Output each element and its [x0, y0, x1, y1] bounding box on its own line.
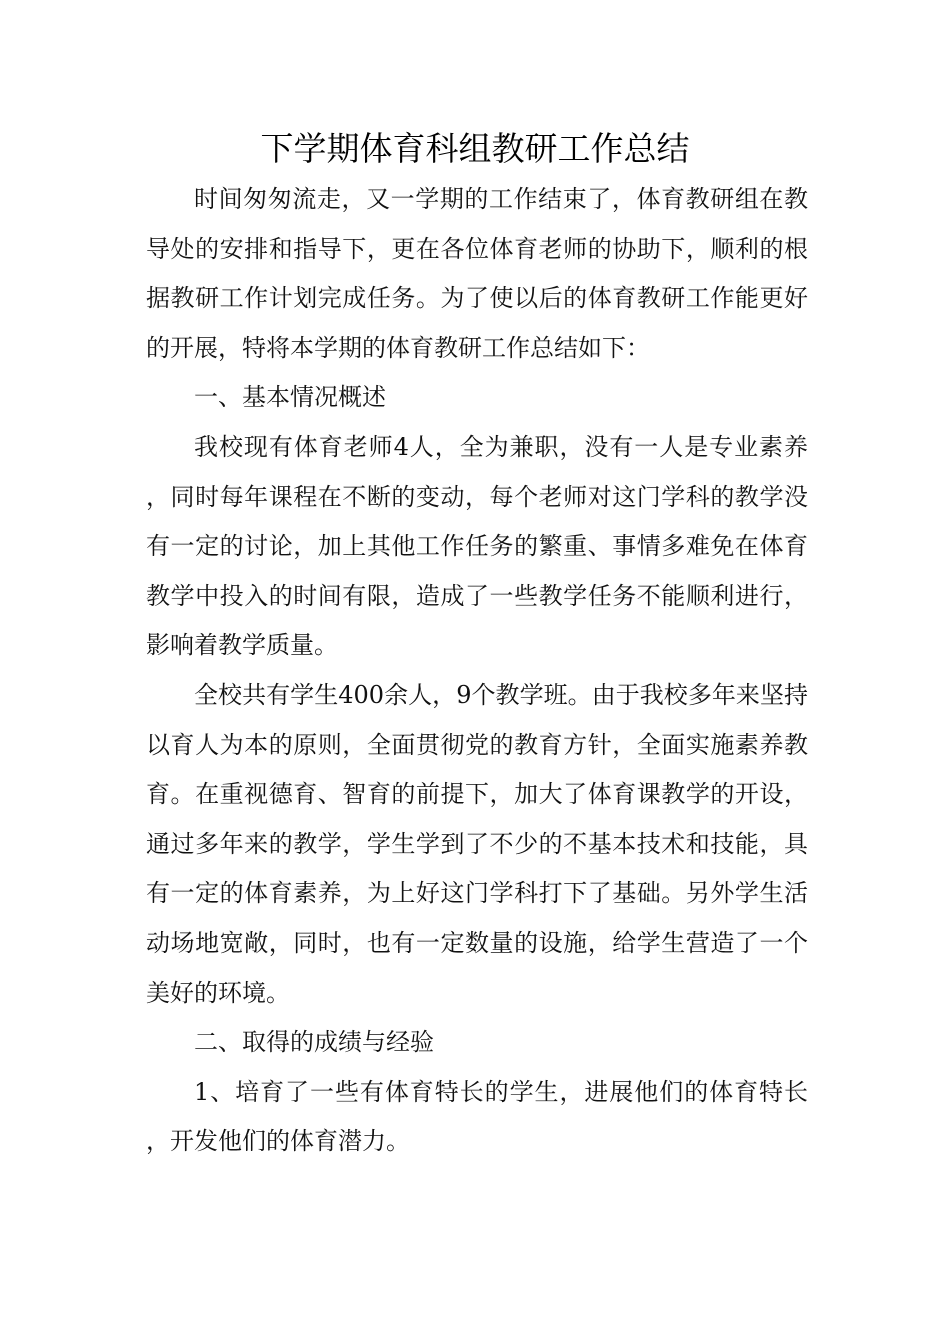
section-heading-basic-situation: 一、基本情况概述	[194, 383, 386, 412]
achievement-item-1: 1、培育了一些有体育特长的学生，进展他们的体育特长，开发他们的体育潜力。	[146, 1077, 808, 1156]
document-title: 下学期体育科组教研工作总结	[260, 129, 690, 168]
section-heading-achievements: 二、取得的成绩与经验	[194, 1028, 434, 1057]
intro-paragraph: 时间匆匆流走，又一学期的工作结束了，体育教研组在教导处的安排和指导下，更在各位体育老师的协助下，顺利的根据教研工作计划完成任务。为了使以后的体育教研工作能更好的开展，特将本学期的体育教研工作总结如下：	[146, 185, 808, 362]
document-body	[146, 175, 808, 1167]
teachers-paragraph: 我校现有体育老师4人，全为兼职，没有一人是专业素养，同时每年课程在不断的变动，每个老师对这门学科的教学没有一定的讨论，加上其他工作任务的繁重、事情多难免在体育教学中投入的时间有限，造成了一些教学任务不能顺利进行，影响着教学质量。	[146, 432, 808, 660]
students-paragraph: 全校共有学生400余人，9个教学班。由于我校多年来坚持以育人为本的原则，全面贯彻党的教育方针，全面实施素养教育。在重视德育、智育的前提下，加大了体育课教学的开设，通过多年来的教学，学生学到了不少的不基本技术和技能，具有一定的体育素养，为上好这门学科打下了基础。另外学生活动场地宽敞，同时，也有一定数量的设施，给学生营造了一个美好的环境。	[146, 680, 808, 1007]
